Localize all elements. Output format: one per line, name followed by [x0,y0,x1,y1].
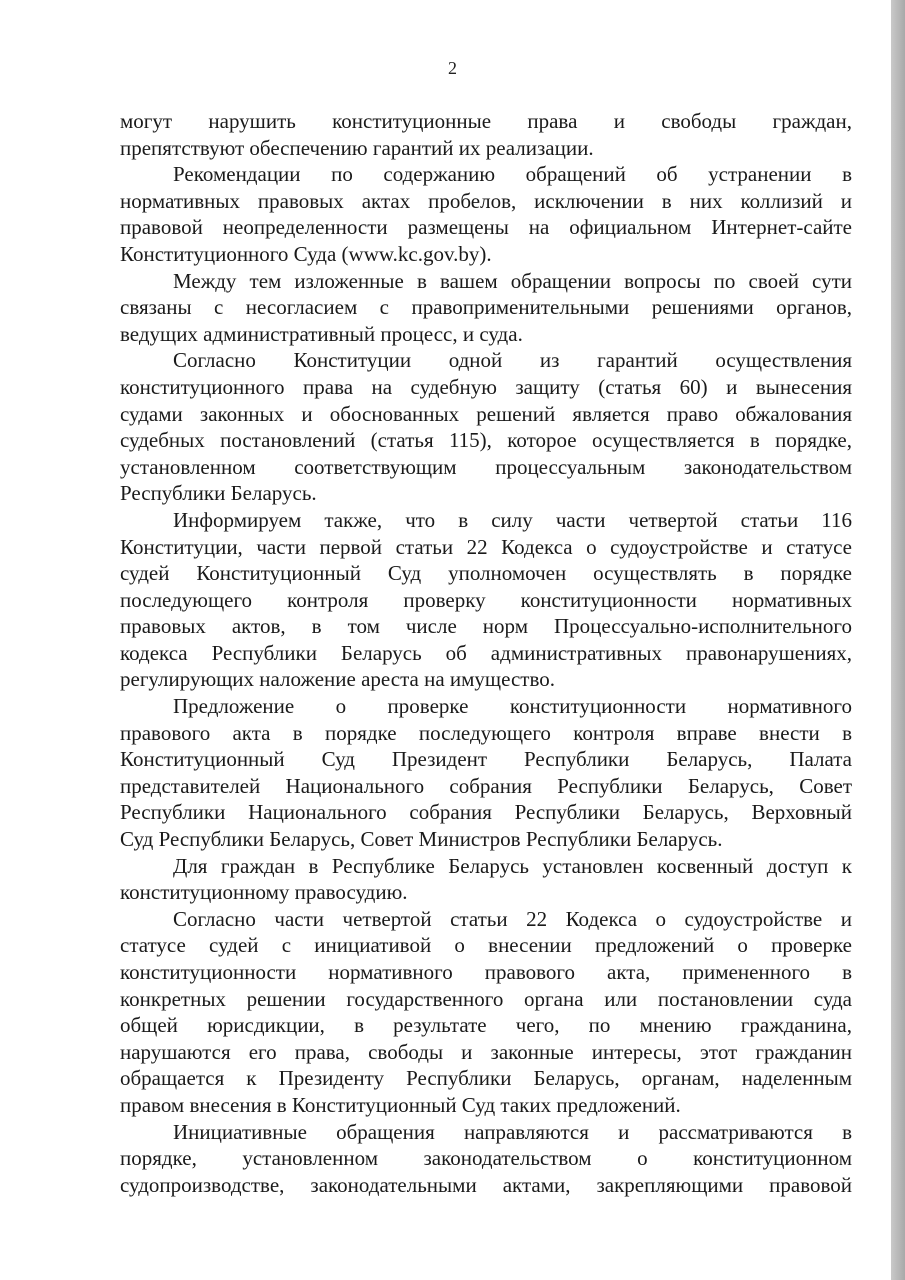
document-body [120,108,852,1198]
text-line: Между тем изложенные в вашем обращении вопросы по своей сути [173,268,852,293]
text-line: Конституционный Суд Президент Республики Беларусь, Палата [120,747,852,772]
text-line: Инициативные обращения направляются и рассматриваются в [173,1119,852,1144]
text-line: связаны с несогласием с правоприменительными решениями органов, [120,295,852,320]
paragraph [120,906,852,1119]
text-line: Республики Национального собрания Республики Беларусь, Верховный [120,800,852,825]
text-line: нарушаются его права, свободы и законные интересы, этот гражданин [120,1039,852,1064]
text-line: обращается к Президенту Республики Беларусь, органам, наделенным [120,1066,852,1091]
text-line: Для граждан в Республике Беларусь установлен косвенный доступ к [173,853,852,878]
paragraph [120,693,852,853]
paragraph [120,108,852,161]
text-line: ведущих административный процесс, и суда. [120,321,523,346]
text-line: конкретных решении государственного органа или постановлении суда [120,986,852,1011]
text-line: Предложение о проверке конституционности нормативного [173,694,852,719]
text-line: судопроизводстве, законодательными актами, закрепляющими правовой [120,1172,852,1197]
paragraph [120,853,852,906]
text-line: статусе судей с инициативой о внесении предложений о проверке [120,933,852,958]
text-line: правом внесения в Конституционный Суд таких предложений. [120,1092,681,1117]
text-line: кодекса Республики Беларусь об административных правонарушениях, [120,640,852,665]
text-line: конституционного права на судебную защиту (статья 60) и вынесения [120,374,852,399]
text-line: конституционному правосудию. [120,880,408,905]
text-line: судей Конституционный Суд уполномочен осуществлять в порядке [120,561,852,586]
text-line: судами законных и обоснованных решений является право обжалования [120,401,852,426]
page-number: 2 [448,58,457,78]
text-line: Рекомендации по содержанию обращений об устранении в [173,162,852,187]
text-line: общей юрисдикции, в результате чего, по мнению гражданина, [120,1013,852,1038]
text-line: последующего контроля проверку конституционности нормативных [120,587,852,612]
text-line: регулирующих наложение ареста на имущество. [120,667,555,692]
scan-edge [891,0,905,1280]
paragraph [120,507,852,693]
text-line: судебных постановлений (статья 115), которое осуществляется в порядке, [120,428,852,453]
paragraph [120,1119,852,1199]
text-line: препятствуют обеспечению гарантий их реализации. [120,135,594,160]
text-line: установленном соответствующим процессуальным законодательством [120,454,852,479]
text-line: нормативных правовых актах пробелов, исключении в них коллизий и [120,188,852,213]
text-line: Суд Республики Беларусь, Совет Министров Республики Беларусь. [120,827,723,852]
paragraph [120,161,852,267]
text-line: правовых актов, в том числе норм Процессуально-исполнительного [120,614,852,639]
text-line: Конституционного Суда (www.kc.gov.by). [120,241,492,266]
text-line: Конституции, части первой статьи 22 Кодекса о судоустройстве и статусе [120,534,852,559]
text-line: правового акта в порядке последующего контроля вправе внести в [120,720,852,745]
text-line: Согласно части четвертой статьи 22 Кодекса о судоустройстве и [173,906,852,931]
text-line: Республики Беларусь. [120,481,317,506]
text-line: Согласно Конституции одной из гарантий осуществления [173,348,852,373]
paragraph [120,347,852,507]
paragraph [120,268,852,348]
text-line: Информируем также, что в силу части четвертой статьи 116 [173,507,852,532]
text-line: правовой неопределенности размещены на официальном Интернет-сайте [120,215,852,240]
text-line: конституционности нормативного правового акта, примененного в [120,960,852,984]
text-line: порядке, установленном законодательством о конституционном [120,1146,852,1171]
text-line: могут нарушить конституционные права и свободы граждан, [120,109,852,133]
text-line: представителей Национального собрания Республики Беларусь, Совет [120,773,852,798]
